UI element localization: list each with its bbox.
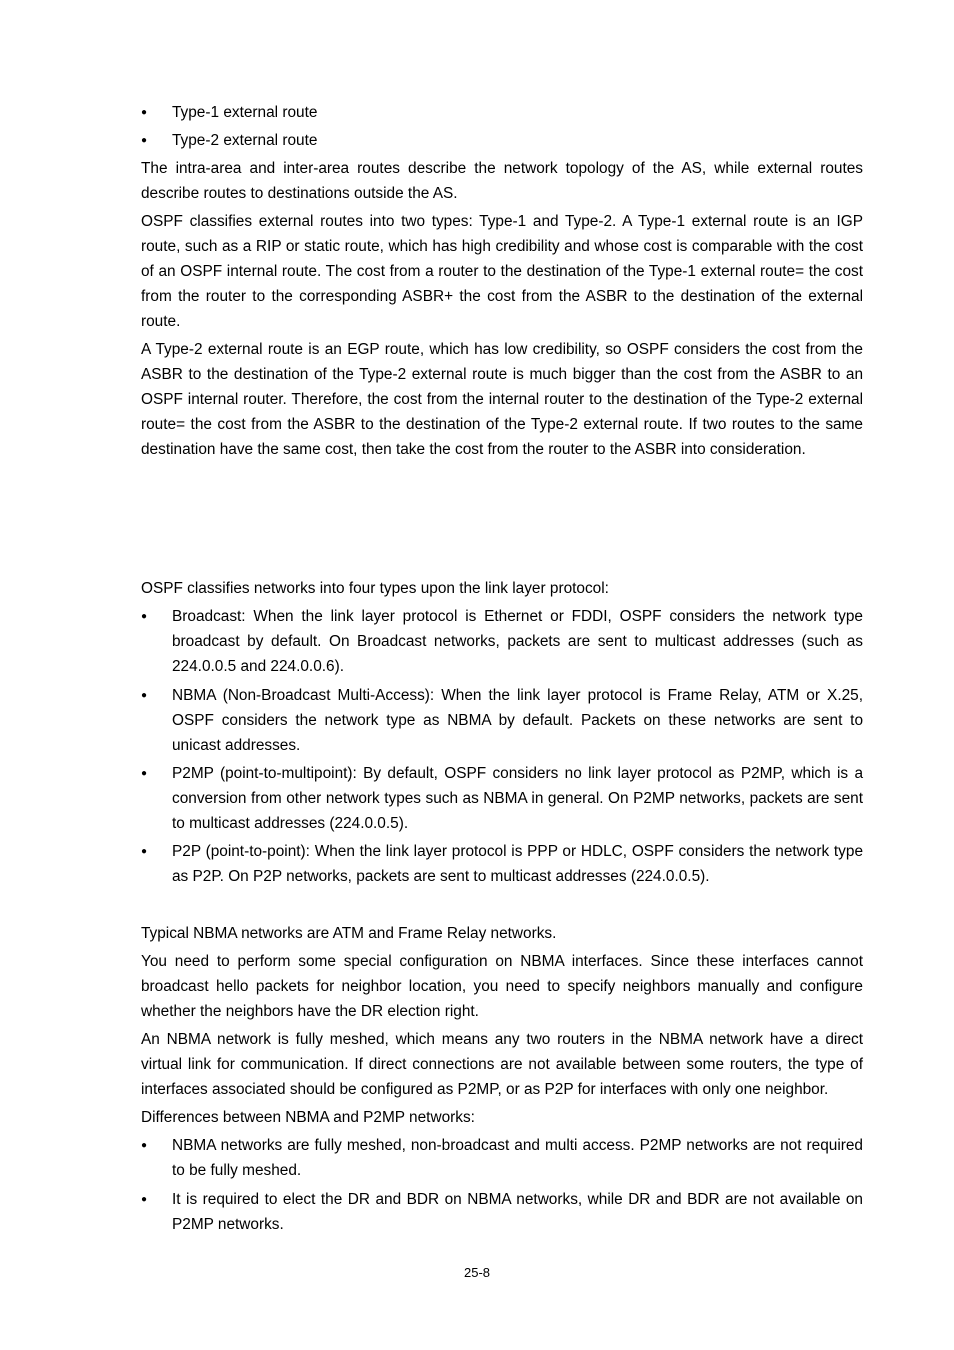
bullet-dot: ● [141,135,148,146]
bullet-item-p2p [141,839,863,889]
bullet-dot: ● [141,1140,148,1151]
paragraph-network-types [141,576,863,601]
paragraph-special-configuration [141,949,863,1024]
paragraph-text: An NBMA network is fully meshed, which means any two routers in the NBMA network have a direct virtual link for communication. If direct connections are not available between some routers, the type of interfaces associated should be configured as P2MP, or as P2P for interfaces with only one neighbor. [141,1031,863,1098]
paragraph-typical-nbma [141,921,863,946]
paragraph-text: The intra-area and inter-area routes describe the network topology of the AS, while external routes describe routes to destinations outside the AS. [141,160,863,202]
bullet-dot: ● [141,107,148,118]
bullet-dot: ● [141,690,148,701]
paragraph-intra-inter-area [141,156,863,206]
bullet-dot: ● [141,1194,148,1205]
paragraph-differences [141,1105,863,1130]
paragraph-text: Differences between NBMA and P2MP networks: [141,1109,475,1126]
page-number: 25-8 [463,1265,491,1280]
paragraph-text: OSPF classifies external routes into two types: Type-1 and Type-2. A Type-1 external route is an IGP route, such as a RIP or static route, which has high credibility and whose cost is comparable with the cost of an OSPF internal route. The cost from a router to the destination of the Type-1 external route= the cost from the router to the corresponding ASBR+ the cost from the ASBR to the destination of the external route. [141,213,863,330]
paragraph-fully-meshed [141,1027,863,1102]
bullet-item-broadcast [141,604,863,679]
bullet-text: NBMA networks are fully meshed, non-broadcast and multi access. P2MP networks are not required to be fully meshed. [172,1137,863,1179]
bullet-item-type2 [141,128,863,153]
bullet-item-difference-mesh [141,1133,863,1183]
paragraph-text: A Type-2 external route is an EGP route, which has low credibility, so OSPF considers the cost from the ASBR to the destination of the Type-2 external route is much bigger than the cost from the ASBR to an OSPF internal router. Therefore, the cost from the internal router to the destination of the Type-2 external route= the cost from the ASBR to the destination of the Type-2 external route. If two routes to the same destination have the same cost, then take the cost from the router to the ASBR into consideration. [141,341,863,458]
bullet-text: Type-1 external route [172,104,318,121]
bullet-text: P2P (point-to-point): When the link layer protocol is PPP or HDLC, OSPF considers the network type as P2P. On P2P networks, packets are sent to multicast addresses (224.0.0.5). [172,843,863,885]
bullet-text: Type-2 external route [172,132,318,149]
bullet-dot: ● [141,846,148,857]
bullet-dot: ● [141,768,148,779]
paragraph-type2-route [141,337,863,462]
bullet-item-difference-dr [141,1187,863,1237]
bullet-item-nbma [141,683,863,758]
paragraph-external-route-types [141,209,863,334]
bullet-item-type1 [141,100,863,125]
bullet-text: It is required to elect the DR and BDR on NBMA networks, while DR and BDR are not available on P2MP networks. [172,1191,863,1233]
paragraph-text: You need to perform some special configuration on NBMA interfaces. Since these interfaces cannot broadcast hello packets for neighbor location, you need to specify neighbors manually and configure whether the neighbors have the DR election right. [141,953,863,1020]
paragraph-text: OSPF classifies networks into four types upon the link layer protocol: [141,580,609,597]
bullet-text: P2MP (point-to-multipoint): By default, OSPF considers no link layer protocol as P2MP, which is a conversion from other network types such as NBMA in general. On P2MP networks, packets are sent to multicast addresses (224.0.0.5). [172,765,863,832]
bullet-text: Broadcast: When the link layer protocol is Ethernet or FDDI, OSPF considers the network type broadcast by default. On Broadcast networks, packets are sent to multicast addresses (such as 224.0.0.5 and 224.0.0.6). [172,608,863,675]
bullet-dot: ● [141,611,148,622]
bullet-text: NBMA (Non-Broadcast Multi-Access): When the link layer protocol is Frame Relay, ATM or X.25, OSPF considers the network type as NBMA by default. Packets on these networks are sent to unicast addresses. [172,687,863,754]
paragraph-text: Typical NBMA networks are ATM and Frame Relay networks. [141,925,557,942]
bullet-item-p2mp [141,761,863,836]
